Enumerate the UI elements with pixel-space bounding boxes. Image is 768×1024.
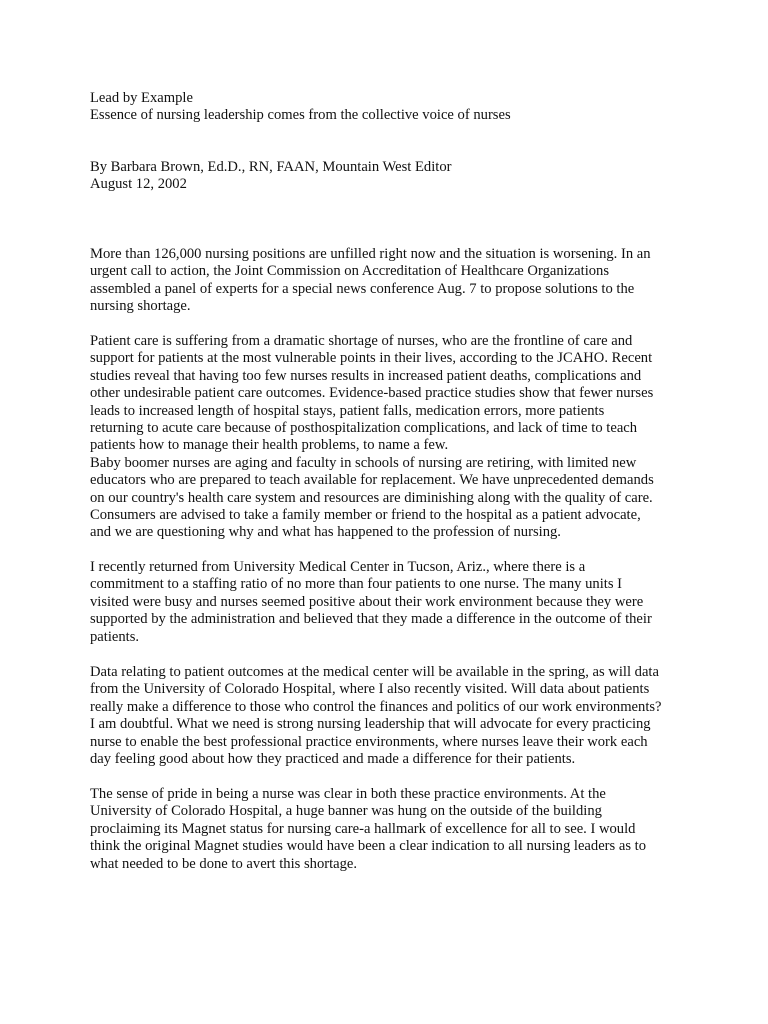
paragraph-line: More than 126,000 nursing positions are unfilled right now and the situation is worsening. In an — [90, 246, 651, 262]
paragraph-line: support for patients at the most vulnerable points in their lives, according to the JCAHO. Recent — [90, 350, 653, 367]
paragraph-line: on our country's health care system and resources are diminishing along with the quality of care. — [90, 489, 653, 506]
paragraph-line: The sense of pride in being a nurse was clear in both these practice environments. At the — [90, 786, 606, 802]
paragraph-line: other undesirable patient care outcomes. Evidence-based practice studies show that fewer nurses — [90, 385, 654, 402]
paragraph — [90, 786, 690, 873]
paragraph — [90, 664, 690, 768]
paragraph-line: patients how to manage their health problems, to name a few. — [90, 437, 449, 454]
byline-block — [90, 159, 690, 194]
paragraph-line: I recently returned from University Medical Center in Tucson, Ariz., where there is a — [90, 559, 586, 575]
paragraph-line: what needed to be done to avert this shortage. — [90, 855, 358, 872]
paragraph-line: Patient care is suffering from a dramatic shortage of nurses, who are the frontline of care and — [90, 333, 633, 349]
article-subtitle: Essence of nursing leadership comes from the collective voice of nurses — [90, 107, 511, 124]
paragraph-line: returning to acute care because of posthospitalization complications, and lack of time to teach — [90, 420, 638, 437]
paragraph-line: educators who are prepared to teach available for replacement. We have unprecedented demands — [90, 472, 654, 489]
paragraph-line: I am doubtful. What we need is strong nursing leadership that will advocate for every practicing — [90, 716, 651, 733]
paragraph — [90, 246, 690, 316]
paragraph-line: think the original Magnet studies would have been a clear indication to all nursing leaders as to — [90, 838, 647, 855]
paragraph — [90, 559, 690, 646]
publication-date: August 12, 2002 — [90, 176, 187, 193]
paragraph-line: commitment to a staffing ratio of no more than four patients to one nurse. The many units I — [90, 576, 623, 593]
paragraph-line: and we are questioning why and what has happened to the profession of nursing. — [90, 524, 561, 541]
paragraph-line: Data relating to patient outcomes at the medical center will be available in the spring, as will data — [90, 664, 659, 680]
article-title: Lead by Example — [90, 90, 193, 106]
paragraph-line: studies reveal that having too few nurses results in increased patient deaths, complications and — [90, 367, 642, 384]
paragraph-line: leads to increased length of hospital stays, patient falls, medication errors, more patients — [90, 402, 605, 419]
paragraph-line: really make a difference to those who control the finances and politics of our work environments? — [90, 698, 662, 715]
paragraph-line: University of Colorado Hospital, a huge banner was hung on the outside of the building — [90, 803, 602, 820]
paragraph-line: nursing shortage. — [90, 298, 191, 315]
byline: By Barbara Brown, Ed.D., RN, FAAN, Mountain West Editor — [90, 159, 452, 175]
paragraph-line: assembled a panel of experts for a special news conference Aug. 7 to propose solutions to the — [90, 280, 635, 297]
paragraph-line: day feeling good about how they practiced and made a difference for their patients. — [90, 751, 576, 768]
paragraph-line: patients. — [90, 628, 140, 645]
paragraph-line: urgent call to action, the Joint Commission on Accreditation of Healthcare Organizations — [90, 263, 610, 280]
paragraph-line: nurse to enable the best professional practice environments, where nurses leave their work each — [90, 733, 648, 750]
paragraph-line: supported by the administration and believed that they made a difference in the outcome of their — [90, 611, 652, 628]
paragraph-line: visited were busy and nurses seemed positive about their work environment because they were — [90, 593, 644, 610]
paragraph-line: proclaiming its Magnet status for nursing care-a hallmark of excellence for all to see. I would — [90, 820, 636, 837]
paragraph-line: from the University of Colorado Hospital, where I also recently visited. Will data about patients — [90, 681, 650, 698]
paragraph — [90, 333, 690, 542]
paragraph-line: Consumers are advised to take a family member or friend to the hospital as a patient advocate, — [90, 507, 641, 524]
paragraph-line: Baby boomer nurses are aging and faculty in schools of nursing are retiring, with limited new — [90, 454, 637, 471]
header-block — [90, 90, 690, 125]
